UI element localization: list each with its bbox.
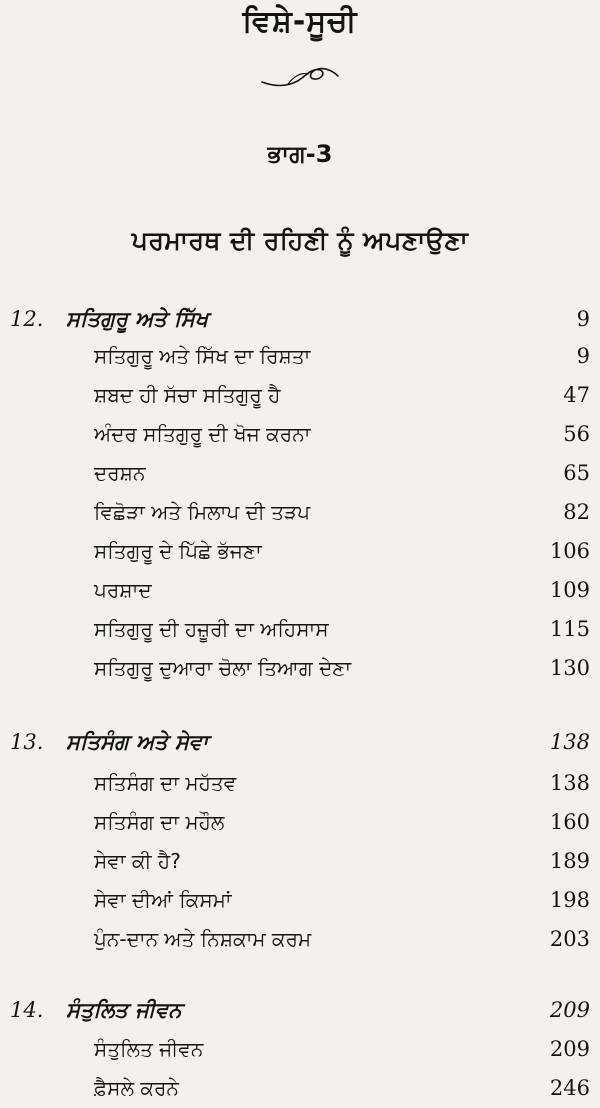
toc-item-title: ਸਤਿਸੰਗ ਦਾ ਮਹੱਤਵ — [94, 771, 237, 795]
toc-item[interactable] — [0, 805, 600, 839]
toc-item-title: ਦਰਸ਼ਨ — [94, 461, 146, 485]
toc-item-page: 106 — [549, 539, 590, 563]
toc-item-page: 198 — [549, 888, 590, 912]
chapter-page: 9 — [576, 307, 590, 331]
toc-item[interactable] — [0, 456, 600, 490]
toc-item-page: 82 — [563, 500, 590, 524]
chapter-number: 13. — [10, 730, 44, 754]
toc-item-title: ਸਤਿਗੁਰੂ ਅਤੇ ਸਿੱਖ ਦਾ ਰਿਸ਼ਤਾ — [94, 344, 311, 368]
toc-item-page: 115 — [549, 617, 590, 641]
toc-item[interactable] — [0, 766, 600, 800]
toc-item[interactable] — [0, 417, 600, 451]
toc-item-title: ਫ਼ੈਸਲੇ ਕਰਨੇ — [94, 1076, 179, 1100]
chapter-number: 14. — [10, 998, 44, 1022]
page-title: ਵਿਸ਼ੇ-ਸੂਚੀ — [242, 4, 358, 39]
toc-item-page: 65 — [563, 461, 590, 485]
toc-item-title: ਪਰਸ਼ਾਦ — [94, 578, 152, 602]
toc-item-title: ਸਤਿਸੰਗ ਦਾ ਮਹੌਲ — [94, 810, 225, 834]
toc-item-page: 130 — [549, 656, 590, 680]
toc-item[interactable] — [0, 573, 600, 607]
chapter-number: 12. — [10, 307, 44, 331]
toc-item-page: 47 — [563, 383, 590, 407]
toc-item-title: ਸੇਵਾ ਦੀਆਂ ਕਿਸਮਾਂ — [94, 888, 232, 912]
toc-item[interactable] — [0, 651, 600, 685]
toc-item[interactable] — [0, 1032, 600, 1066]
toc-item-page: 56 — [563, 422, 590, 446]
toc-item-page: 203 — [549, 927, 590, 951]
chapter-row-12[interactable] — [0, 302, 600, 336]
part-heading: ਭਾਗ-3 — [267, 140, 333, 168]
toc-item-title: ਸਤਿਗੁਰੂ ਦੁਆਰਾ ਚੋਲਾ ਤਿਆਗ ਦੇਣਾ — [94, 656, 352, 680]
toc-item[interactable] — [0, 883, 600, 917]
chapter-title: ਸਤਿਸੰਗ ਅਤੇ ਸੇਵਾ — [66, 730, 209, 754]
flourish-ornament-icon — [258, 62, 342, 92]
toc-item[interactable] — [0, 378, 600, 412]
toc-item[interactable] — [0, 1071, 600, 1105]
chapter-page: 209 — [549, 998, 590, 1022]
toc-item-title: ਵਿਛੋੜਾ ਅਤੇ ਮਿਲਾਪ ਦੀ ਤੜਪ — [94, 500, 311, 524]
chapter-page: 138 — [549, 730, 590, 754]
chapter-title: ਸਤਿਗੁਰੂ ਅਤੇ ਸਿੱਖ — [66, 307, 209, 331]
toc-item-title: ਸ਼ਬਦ ਹੀ ਸੱਚਾ ਸਤਿਗੁਰੂ ਹੈ — [94, 383, 281, 407]
toc-item-page: 189 — [549, 849, 590, 873]
toc-item[interactable] — [0, 495, 600, 529]
toc-item-title: ਸੰਤੁਲਿਤ ਜੀਵਨ — [94, 1037, 204, 1061]
chapter-row-13[interactable] — [0, 725, 600, 759]
toc-item-page: 246 — [549, 1076, 590, 1100]
toc-item-page: 138 — [549, 771, 590, 795]
toc-item[interactable] — [0, 339, 600, 373]
toc-item-page: 160 — [549, 810, 590, 834]
chapter-row-14[interactable] — [0, 993, 600, 1027]
toc-item-title: ਸੇਵਾ ਕੀ ਹੈ? — [94, 849, 181, 873]
toc-item[interactable] — [0, 922, 600, 956]
toc-item-page: 209 — [549, 1037, 590, 1061]
section-title: ਪਰਮਾਰਥ ਦੀ ਰਹਿਣੀ ਨੂੰ ਅਪਣਾਉਣਾ — [131, 226, 469, 255]
toc-item-page: 109 — [549, 578, 590, 602]
toc-item-title: ਸਤਿਗੁਰੂ ਦੀ ਹਜ਼ੂਰੀ ਦਾ ਅਹਿਸਾਸ — [94, 617, 329, 641]
toc-item[interactable] — [0, 612, 600, 646]
toc-item[interactable] — [0, 534, 600, 568]
toc-item-title: ਸਤਿਗੁਰੂ ਦੇ ਪਿੱਛੇ ਭੱਜਣਾ — [94, 539, 262, 563]
toc-item[interactable] — [0, 844, 600, 878]
toc-item-title: ਪੁੰਨ-ਦਾਨ ਅਤੇ ਨਿਸ਼ਕਾਮ ਕਰਮ — [94, 927, 312, 951]
chapter-title: ਸੰਤੁਲਿਤ ਜੀਵਨ — [66, 998, 182, 1022]
toc-item-title: ਅੰਦਰ ਸਤਿਗੁਰੂ ਦੀ ਖੋਜ ਕਰਨਾ — [94, 422, 311, 446]
toc-item-page: 9 — [576, 344, 590, 368]
